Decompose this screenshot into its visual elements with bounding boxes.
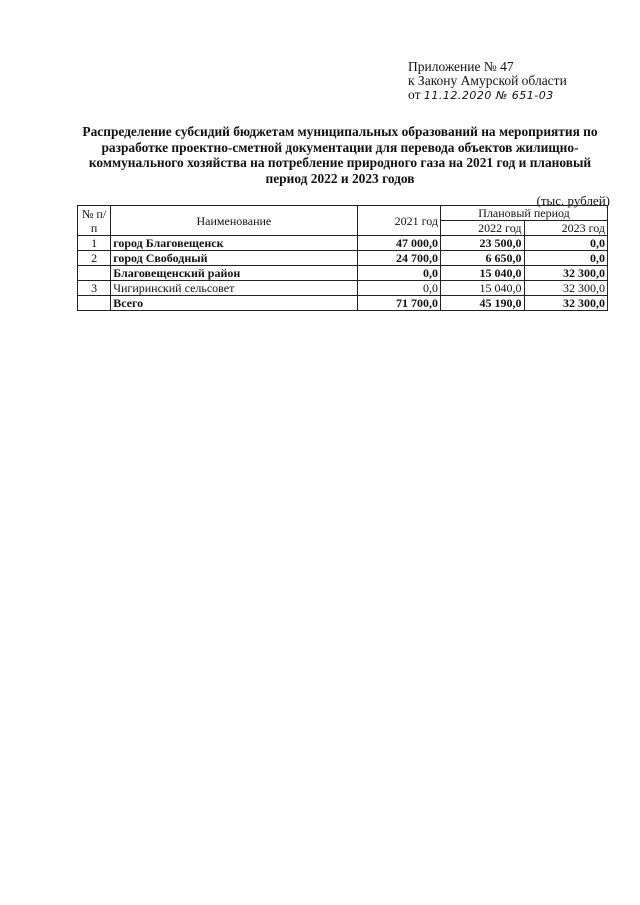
cell-name: Чигиринский сельсовет <box>111 281 357 296</box>
cell-2023: 32 300,0 <box>524 266 607 281</box>
cell-num: 2 <box>78 251 111 266</box>
cell-2023: 0,0 <box>524 236 607 251</box>
cell-2021: 71 700,0 <box>357 296 440 311</box>
handwritten-date-number: 11.12.2020 № 651-03 <box>423 89 554 102</box>
appendix-date <box>408 88 608 103</box>
cell-name: Благовещенский район <box>111 266 357 281</box>
cell-name: город Свободный <box>111 251 357 266</box>
cell-2022: 15 040,0 <box>441 281 524 296</box>
cell-num <box>78 266 111 281</box>
header-num: № п/п <box>78 206 111 236</box>
units-label: (тыс. рублей) <box>536 193 610 208</box>
header-2023: 2023 год <box>524 221 607 236</box>
cell-2021: 47 000,0 <box>357 236 440 251</box>
cell-2022: 45 190,0 <box>441 296 524 311</box>
appendix-law: к Закону Амурской области <box>408 73 567 88</box>
cell-2021: 24 700,0 <box>357 251 440 266</box>
cell-num: 3 <box>78 281 111 296</box>
cell-num <box>78 296 111 311</box>
table-row <box>78 266 608 281</box>
header-name: Наименование <box>111 206 357 236</box>
cell-num: 1 <box>78 236 111 251</box>
document-title: Распределение субсидий бюджетам муниципальных образований на мероприятия по разработке проектно-сметной документации для перевода объектов жилищно-коммунального хозяйства на потребление природного газа на 2021 год и плановый период 2022 и 2023 годов <box>82 124 598 186</box>
cell-2023: 0,0 <box>524 251 607 266</box>
cell-2023: 32 300,0 <box>524 296 607 311</box>
cell-name: город Благовещенск <box>111 236 357 251</box>
cell-2022: 23 500,0 <box>441 236 524 251</box>
table-row <box>78 281 608 296</box>
date-prefix: от <box>408 87 421 102</box>
cell-2021: 0,0 <box>357 281 440 296</box>
header-2021: 2021 год <box>357 206 440 236</box>
cell-2022: 15 040,0 <box>441 266 524 281</box>
table-row <box>78 236 608 251</box>
table-row <box>78 251 608 266</box>
appendix-header <box>408 60 608 103</box>
subsidy-table <box>77 205 608 311</box>
table-row-total <box>78 296 608 311</box>
cell-name: Всего <box>111 296 357 311</box>
appendix-number: Приложение № 47 <box>408 59 514 74</box>
cell-2021: 0,0 <box>357 266 440 281</box>
cell-2023: 32 300,0 <box>524 281 607 296</box>
cell-2022: 6 650,0 <box>441 251 524 266</box>
header-planned: Плановый период <box>441 206 608 221</box>
table-header-row <box>78 206 608 221</box>
header-2022: 2022 год <box>441 221 524 236</box>
